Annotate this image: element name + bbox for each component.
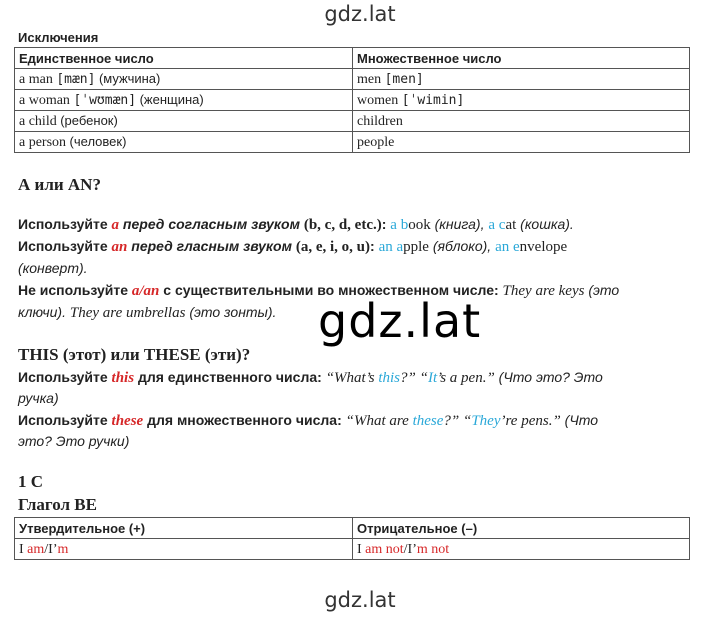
column-header-plural: Множественное число <box>353 48 690 69</box>
no-article-rule-line: Не используйте a/an с существительными во множественном числе: They are keys (это <box>18 282 620 299</box>
a-an-heading: А или AN? <box>18 175 101 194</box>
singular-cell: a person (человек) <box>15 132 353 153</box>
a-rule-line: Используйте a перед согласным звуком (b, c, d, etc.): a book (книга), a cat (кошка). <box>18 216 574 233</box>
plural-cell: children <box>353 111 690 132</box>
watermark-center: gdz.lat <box>318 294 482 348</box>
singular-cell: a child (ребенок) <box>15 111 353 132</box>
singular-cell: a man [mæn] (мужчина) <box>15 69 353 90</box>
table-row <box>15 111 690 132</box>
watermark-bottom: gdz.lat <box>324 588 396 612</box>
singular-cell: a woman [ˈwʊmæn] (женщина) <box>15 90 353 111</box>
watermark-top: gdz.lat <box>324 2 396 26</box>
no-article-rule-continuation: ключи). They are umbrellas (это зонты). <box>18 304 277 321</box>
exceptions-table <box>14 47 690 153</box>
table-row <box>15 90 690 111</box>
affirmative-cell: I am/I’m <box>15 539 353 560</box>
column-header-affirmative: Утвердительное (+) <box>15 518 353 539</box>
table-header-row <box>15 518 690 539</box>
section-title: Глагол BE <box>18 495 97 514</box>
section-number: 1 С <box>18 472 44 491</box>
negative-cell: I am not/I’m not <box>353 539 690 560</box>
table-row <box>15 539 690 560</box>
exceptions-caption: Исключения <box>18 30 99 45</box>
plural-cell: women [ˈwimin] <box>353 90 690 111</box>
be-table <box>14 517 690 560</box>
table-row <box>15 132 690 153</box>
an-rule-line: Используйте an перед гласным звуком (a, e, i, o, u): an apple (яблоко), an envelope <box>18 238 568 255</box>
these-rule-line: Используйте these для множественного числа: “What are these?” “They’re pens.” (Что <box>18 412 599 429</box>
these-rule-continuation: это? Это ручки) <box>18 433 130 449</box>
an-rule-continuation: (конверт). <box>18 260 88 276</box>
plural-cell: men [men] <box>353 69 690 90</box>
this-these-heading: THIS (этот) или THESE (эти)? <box>18 345 251 364</box>
table-row <box>15 69 690 90</box>
this-rule-line: Используйте this для единственного числа: “What’s this?” “It’s a pen.” (Что это? Это <box>18 369 603 386</box>
column-header-negative: Отрицательное (–) <box>353 518 690 539</box>
plural-cell: people <box>353 132 690 153</box>
column-header-singular: Единственное число <box>15 48 353 69</box>
table-header-row <box>15 48 690 69</box>
this-rule-continuation: ручка) <box>18 390 59 406</box>
